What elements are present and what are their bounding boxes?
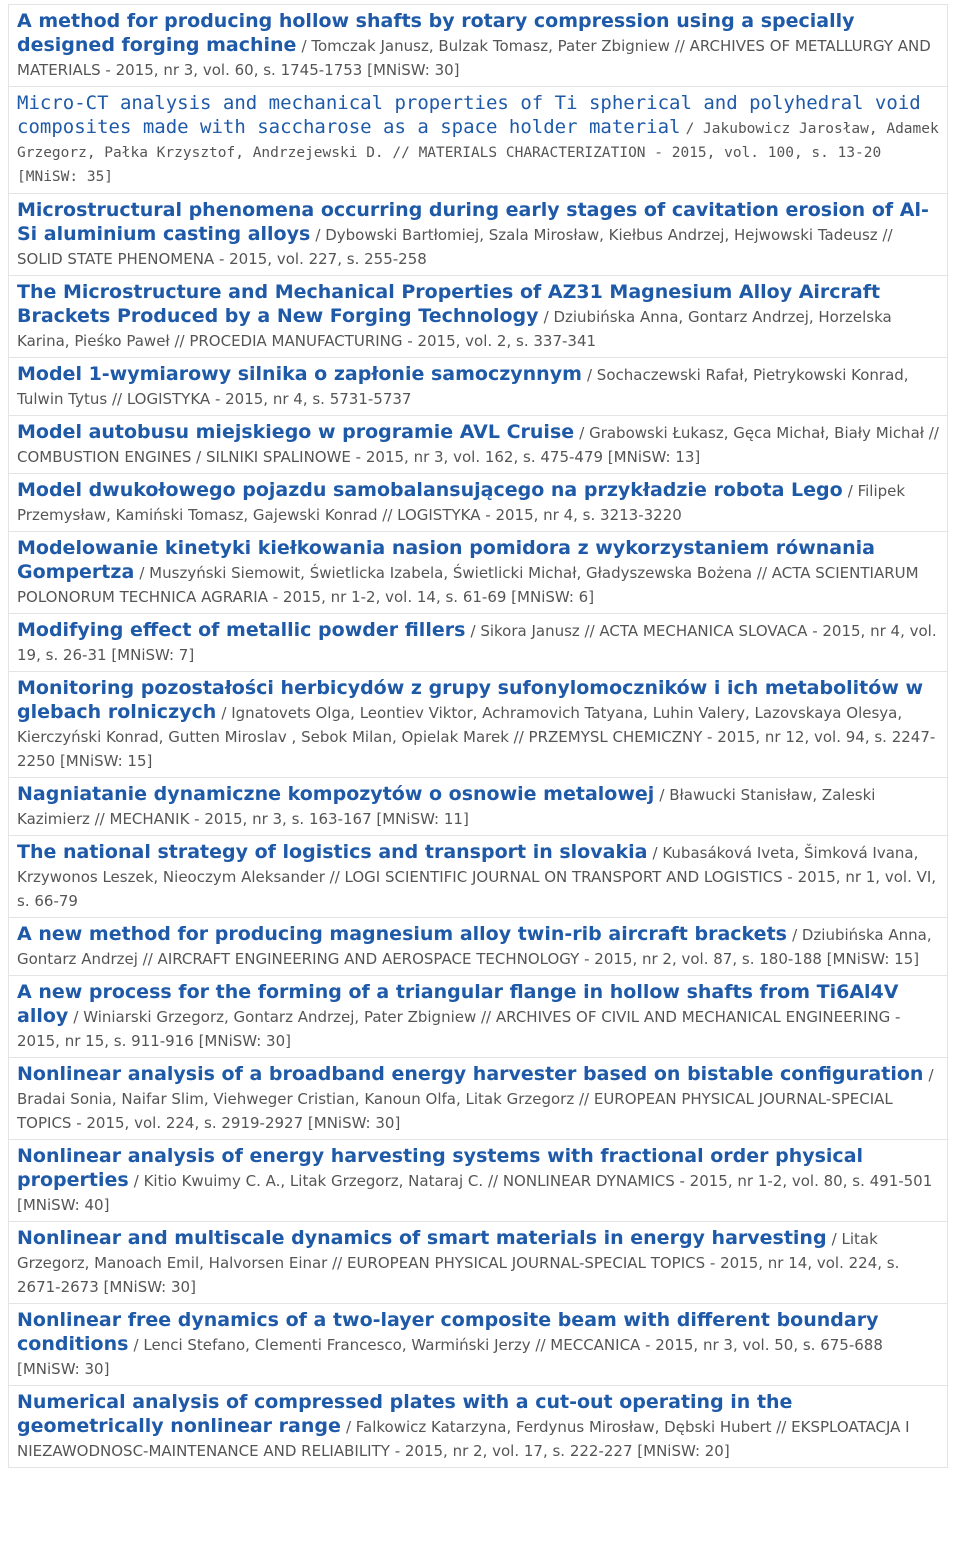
publication-details: / Bradai Sonia, Naifar Slim, Viehweger Cristian, Kanoun Olfa, Litak Grzegorz // EUROPEAN PHYSICAL JOURNAL-SPECIAL TOPICS - 2015, vol. 224, s. 2919-2927 [MNiSW: 30]	[17, 1066, 934, 1132]
publication-details: / Kubasáková Iveta, Šimková Ivana, Krzywonos Leszek, Nieoczym Aleksander // LOGI SCIENTIFIC JOURNAL ON TRANSPORT AND LOGISTICS - 2015, nr 1, vol. VI, s. 66-79	[17, 844, 937, 910]
publication-details: / Ignatovets Olga, Leontiev Viktor, Achramovich Tatyana, Luhin Valery, Lazovskaya Olesya, Kierczyński Konrad, Gutten Miroslav , Sebok Milan, Opielak Marek // PRZEMYSL CHEMICZNY - 2015, nr 12, vol. 94, s. 2247-2250 [MNiSW: 15]	[17, 704, 936, 770]
publication-details: / Sochaczewski Rafał, Pietrykowski Konrad, Tulwin Tytus // LOGISTYKA - 2015, nr 4, s. 5731-5737	[17, 366, 909, 408]
publication-title[interactable]: A new method for producing magnesium alloy twin-rib aircraft brackets	[17, 923, 787, 945]
publication-details: / Falkowicz Katarzyna, Ferdynus Mirosław, Dębski Hubert // EKSPLOATACJA I NIEZAWODNOSC-MAINTENANCE AND RELIABILITY - 2015, nr 2, vol. 17, s. 222-227 [MNiSW: 20]	[17, 1418, 910, 1460]
publication-title[interactable]: Modelowanie kinetyki kiełkowania nasion pomidora z wykorzystaniem równania Gompertza	[17, 537, 875, 583]
publication-entry	[8, 4, 948, 87]
publication-entry	[8, 976, 948, 1058]
publication-details: / Winiarski Grzegorz, Gontarz Andrzej, Pater Zbigniew // ARCHIVES OF CIVIL AND MECHANICAL ENGINEERING - 2015, nr 15, s. 911-916 [MNiSW: 30]	[17, 1008, 901, 1050]
publication-entry	[8, 918, 948, 976]
publication-title[interactable]: Model autobusu miejskiego w programie AVL Cruise	[17, 421, 575, 443]
publication-title[interactable]: The national strategy of logistics and transport in slovakia	[17, 841, 648, 863]
publication-details: / Filipek Przemysław, Kamiński Tomasz, Gajewski Konrad // LOGISTYKA - 2015, nr 4, s. 3213-3220	[17, 482, 906, 524]
publication-entry	[8, 672, 948, 778]
publication-entry	[8, 474, 948, 532]
publication-entry	[8, 1304, 948, 1386]
publication-details: / Lenci Stefano, Clementi Francesco, Warmiński Jerzy // MECCANICA - 2015, nr 3, vol. 50, s. 675-688 [MNiSW: 30]	[17, 1336, 883, 1378]
publication-details: / Dybowski Bartłomiej, Szala Mirosław, Kiełbus Andrzej, Hejwowski Tadeusz // SOLID STATE PHENOMENA - 2015, vol. 227, s. 255-258	[17, 226, 893, 268]
publication-title[interactable]: Monitoring pozostałości herbicydów z grupy sufonylomoczników i ich metabolitów w glebach rolniczych	[17, 677, 924, 723]
publication-title[interactable]: Nonlinear analysis of a broadband energy harvester based on bistable configuration	[17, 1063, 924, 1085]
publication-details: / Jakubowicz Jarosław, Adamek Grzegorz, Pałka Krzysztof, Andrzejewski D. // MATERIALS CHARACTERIZATION - 2015, vol. 100, s. 13-20 [MNiSW: 35]	[17, 121, 939, 185]
publication-entry	[8, 778, 948, 836]
publication-entry	[8, 358, 948, 416]
publication-entry	[8, 1386, 948, 1468]
publication-details: / Dziubińska Anna, Gontarz Andrzej, Horzelska Karina, Pieśko Paweł // PROCEDIA MANUFACTURING - 2015, vol. 2, s. 337-341	[17, 308, 892, 350]
publication-entry	[8, 836, 948, 918]
publication-title[interactable]: Modifying effect of metallic powder fillers	[17, 619, 466, 641]
publication-entry	[8, 416, 948, 474]
publication-list	[8, 0, 948, 1468]
publication-entry	[8, 1222, 948, 1304]
publication-entry	[8, 87, 948, 194]
publication-entry	[8, 276, 948, 358]
publication-details: / Kitio Kwuimy C. A., Litak Grzegorz, Nataraj C. // NONLINEAR DYNAMICS - 2015, nr 1-2, vol. 80, s. 491-501 [MNiSW: 40]	[17, 1172, 933, 1214]
publication-title[interactable]: Numerical analysis of compressed plates with a cut-out operating in the geometrically nonlinear range	[17, 1391, 793, 1437]
publication-title[interactable]: Micro-CT analysis and mechanical properties of Ti spherical and polyhedral void composites made with saccharose as a space holder material	[17, 92, 921, 138]
publication-title[interactable]: Nonlinear analysis of energy harvesting systems with fractional order physical properties	[17, 1145, 864, 1191]
publication-entry	[8, 194, 948, 276]
publication-details: / Grabowski Łukasz, Gęca Michał, Biały Michał // COMBUSTION ENGINES / SILNIKI SPALINOWE - 2015, nr 3, vol. 162, s. 475-479 [MNiSW: 13]	[17, 424, 939, 466]
publication-title[interactable]: A new process for the forming of a triangular flange in hollow shafts from Ti6Al4V alloy	[17, 981, 899, 1027]
publication-title[interactable]: Nagniatanie dynamiczne kompozytów o osnowie metalowej	[17, 783, 655, 805]
publication-title[interactable]: Nonlinear free dynamics of a two-layer composite beam with different boundary conditions	[17, 1309, 879, 1355]
publication-title[interactable]: The Microstructure and Mechanical Properties of AZ31 Magnesium Alloy Aircraft Brackets Produced by a New Forging Technology	[17, 281, 881, 327]
publication-entry	[8, 614, 948, 672]
publication-entry	[8, 1058, 948, 1140]
publication-entry	[8, 532, 948, 614]
publication-title[interactable]: Model dwukołowego pojazdu samobalansującego na przykładzie robota Lego	[17, 479, 843, 501]
publication-details: / Litak Grzegorz, Manoach Emil, Halvorsen Einar // EUROPEAN PHYSICAL JOURNAL-SPECIAL TOPICS - 2015, nr 14, vol. 224, s. 2671-2673 [MNiSW: 30]	[17, 1230, 900, 1296]
publication-title[interactable]: Microstructural phenomena occurring during early stages of cavitation erosion of Al-Si aluminium casting alloys	[17, 199, 929, 245]
publication-details: / Muszyński Siemowit, Świetlicka Izabela, Świetlicki Michał, Gładyszewska Bożena // ACTA SCIENTIARUM POLONORUM TECHNICA AGRARIA - 2015, nr 1-2, vol. 14, s. 61-69 [MNiSW: 6]	[17, 564, 919, 606]
publication-title[interactable]: Model 1-wymiarowy silnika o zapłonie samoczynnym	[17, 363, 582, 385]
publication-title[interactable]: A method for producing hollow shafts by rotary compression using a specially designed forging machine	[17, 10, 855, 56]
publication-details: / Dziubińska Anna, Gontarz Andrzej // AIRCRAFT ENGINEERING AND AEROSPACE TECHNOLOGY - 2015, nr 2, vol. 87, s. 180-188 [MNiSW: 15]	[17, 926, 932, 968]
publication-entry	[8, 1140, 948, 1222]
publication-details: / Bławucki Stanisław, Zaleski Kazimierz // MECHANIK - 2015, nr 3, s. 163-167 [MNiSW: 11]	[17, 786, 876, 828]
publication-details: / Tomczak Janusz, Bulzak Tomasz, Pater Zbigniew // ARCHIVES OF METALLURGY AND MATERIALS - 2015, nr 3, vol. 60, s. 1745-1753 [MNiSW: 30]	[17, 37, 931, 79]
publication-details: / Sikora Janusz // ACTA MECHANICA SLOVACA - 2015, nr 4, vol. 19, s. 26-31 [MNiSW: 7]	[17, 622, 937, 664]
publication-title[interactable]: Nonlinear and multiscale dynamics of smart materials in energy harvesting	[17, 1227, 827, 1249]
